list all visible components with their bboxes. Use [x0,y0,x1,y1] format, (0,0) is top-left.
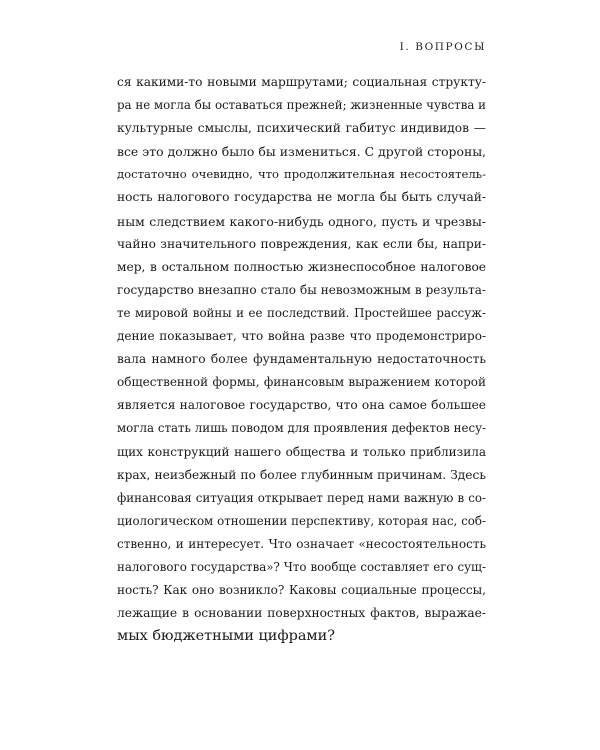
text-line: ственно, и интересует. Что означает «несостоятельность [117,536,486,551]
text-line: ность? Как оно возникло? Каковы социальные процессы, [117,583,486,598]
text-line: все это должно было бы измениться. С другой стороны, [117,144,486,160]
text-line: ным следствием какого-нибудь одного, пусть и чрезвы- [117,213,486,229]
text-line: крах, неизбежный по более глубинным причинам. Здесь [117,467,486,482]
text-line: дение показывает, что война разве что продемонстриро- [117,329,486,344]
text-line: вала намного более фундаментальную недостаточность [117,352,486,367]
text-line: является налоговое государство, что она самое большее [117,398,486,413]
text-line: государство внезапно стало бы невозможным в результа- [117,282,486,297]
text-line: щих конструкций нашего общества и только приблизила [117,444,486,459]
text-line: чайно значительного повреждения, как если бы, напри- [117,236,486,251]
text-line: мых бюджетными цифрами? [117,628,335,645]
text-line: лежащие в основании поверхностных фактов, выражае- [117,606,486,621]
text-line: достаточно очевидно, что продолжительная несостоятель- [117,167,486,182]
text-line: культурные смыслы, психический габитус индивидов — [117,121,486,136]
text-line: ся какими-то новыми маршрутами; социальная структу- [117,75,486,89]
body-text [117,71,486,648]
text-line: мер, в остальном полностью жизнеспособное налоговое [117,259,486,274]
text-line: налогового государства»? Что вообще составляет его сущ- [117,559,486,574]
text-line: общественной формы, финансовым выражением которой [117,375,486,390]
text-line: ность налогового государства не могла бы быть случай- [117,190,486,205]
text-line: финансовая ситуация открывает перед нами важную в со- [117,490,486,505]
text-line: те мировой войны и ее последствий. Простейшее рассуж- [117,305,486,320]
text-line: ра не могла бы оставаться прежней; жизненные чувства и [117,98,486,113]
running-head: I. ВОПРОСЫ [399,41,486,53]
text-line: циологическом отношении перспективу, которая нас, соб- [117,513,486,528]
text-line: могла стать лишь поводом для проявления дефектов несу- [117,421,486,436]
